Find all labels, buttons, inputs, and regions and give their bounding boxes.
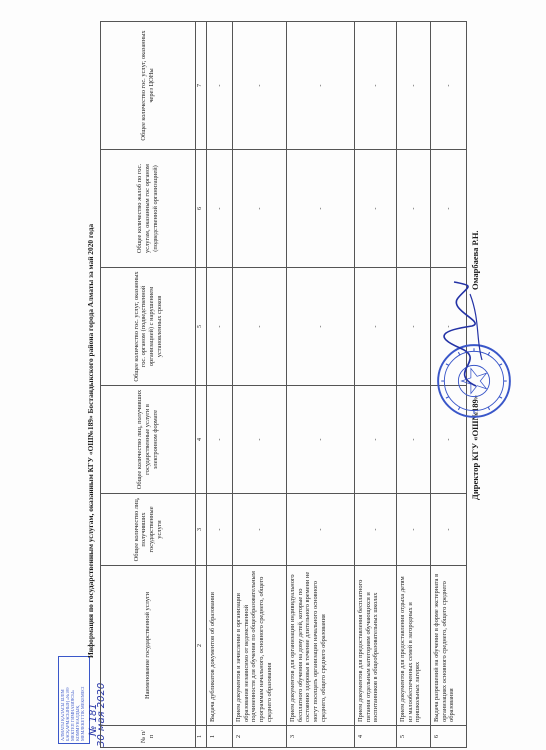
service-name: Прием документов для предоставления отдыха детям из малообеспеченных семей в загородных и пришкольных лагерях (397, 566, 431, 726)
reg-stamp-line: АЛМАТЫ ҚАЛАСЫ БІЛІМ (60, 689, 65, 741)
table-row (355, 22, 397, 748)
row-number: 2 (233, 726, 287, 748)
cell-value: - (287, 494, 355, 566)
registration-stamp (58, 656, 90, 744)
registration-number: № 181 (88, 703, 99, 736)
table-header-row (101, 22, 196, 748)
cell-value: - (287, 386, 355, 494)
cell-value: - (207, 494, 233, 566)
column-number: 7 (196, 22, 207, 150)
signature-role: Директор КГУ «ОШ№189» (470, 395, 480, 500)
registration-date: 30 мая 2020 (96, 682, 107, 747)
cell-value: - (355, 268, 397, 386)
cell-value: - (207, 22, 233, 150)
cell-value: - (207, 150, 233, 268)
cell-value: - (397, 268, 431, 386)
table-row (207, 22, 233, 748)
header-cell: Общее количество жалоб по гос. услугам, оказанным гос органом (подведственной организацией) (101, 150, 196, 268)
row-number: 5 (397, 726, 431, 748)
column-number: 3 (196, 494, 207, 566)
cell-value: - (287, 22, 355, 150)
cell-value: - (355, 494, 397, 566)
cell-value: - (233, 386, 287, 494)
header-cell: Общее количество гос. услуг, оказанных через ЦОНы (101, 22, 196, 150)
cell-value: - (397, 386, 431, 494)
row-number: 6 (431, 726, 467, 748)
cell-value: - (397, 150, 431, 268)
header-cell: Общее количество лиц, получивших государственные услуги в электронном формате (101, 386, 196, 494)
cell-value: - (431, 386, 467, 494)
column-number: 2 (196, 566, 207, 726)
service-name: Выдача разрешений на обучение в форме экстерната в организациях основного среднего, общего среднего образования (431, 566, 467, 726)
cell-value: - (233, 494, 287, 566)
cell-value: - (207, 386, 233, 494)
cell-value: - (207, 268, 233, 386)
cell-value: - (355, 150, 397, 268)
reg-stamp-line: МЕМЛЕКЕТТІК МЕКЕМЕСІ (79, 686, 85, 741)
table-row (287, 22, 355, 748)
cell-value: - (355, 386, 397, 494)
document-title: Информация по государственным услугам, оказанным КГУ «ОШ№189» Бостандыкского района города Алматы за май 2020 года (86, 223, 95, 658)
column-number: 5 (196, 268, 207, 386)
column-number-row (196, 22, 207, 748)
handwritten-signature (436, 280, 496, 390)
service-name: Прием документов для предоставления бесплатного питания отдельным категориям обучающихся и воспитанников в общеобразовательных школах (355, 566, 397, 726)
header-cell: Наименование государственной услуги (101, 566, 196, 726)
cell-value: - (431, 268, 467, 386)
header-cell: Общее количество гос. услуг, оказанных гос. органом (подведственной организацией) с нарушением установленных сроков (101, 268, 196, 386)
column-number: 6 (196, 150, 207, 268)
reg-stamp-line: БАСҚАРМАСЫНЫҢ «№189 (64, 687, 70, 741)
cell-value: - (397, 22, 431, 150)
row-number: 3 (287, 726, 355, 748)
header-cell: № п/п (101, 726, 196, 748)
header-cell: Общее количество лиц, получивших государственные услуги (101, 494, 196, 566)
column-number: 1 (196, 726, 207, 748)
cell-value: - (431, 22, 467, 150)
services-table (100, 21, 467, 748)
table-row (233, 22, 287, 748)
service-name: Прием документов для организации индивидуального бесплатного обучения на дому детей, которые по состоянию здоровья в течение длительного времени не могут посещать организации начального основного среднего, общего среднего образования (287, 566, 355, 726)
cell-value: - (233, 268, 287, 386)
cell-value: - (431, 150, 467, 268)
reg-stamp-line: КОММУНАЛДЫҚ (74, 705, 80, 741)
cell-value: - (287, 150, 355, 268)
cell-value: - (355, 22, 397, 150)
cell-value: - (233, 150, 287, 268)
reg-stamp-line: МЕКТЕП ГИМНАЗИЯСЫ» (69, 689, 75, 741)
cell-value: - (233, 22, 287, 150)
service-name: Выдача дубликатов документов об образовании (207, 566, 233, 726)
row-number: 4 (355, 726, 397, 748)
cell-value: - (431, 494, 467, 566)
table-row (397, 22, 431, 748)
cell-value: - (397, 494, 431, 566)
service-name: Прием документов и зачисление в организации образования независимо от ведомственной подчиненности для обучения по общеобразовательным программам начального, основного среднего, общего среднего образования (233, 566, 287, 726)
signature-name: Омарбаева Р.Н. (470, 230, 480, 290)
cell-value: - (287, 268, 355, 386)
row-number: 1 (207, 726, 233, 748)
column-number: 4 (196, 386, 207, 494)
